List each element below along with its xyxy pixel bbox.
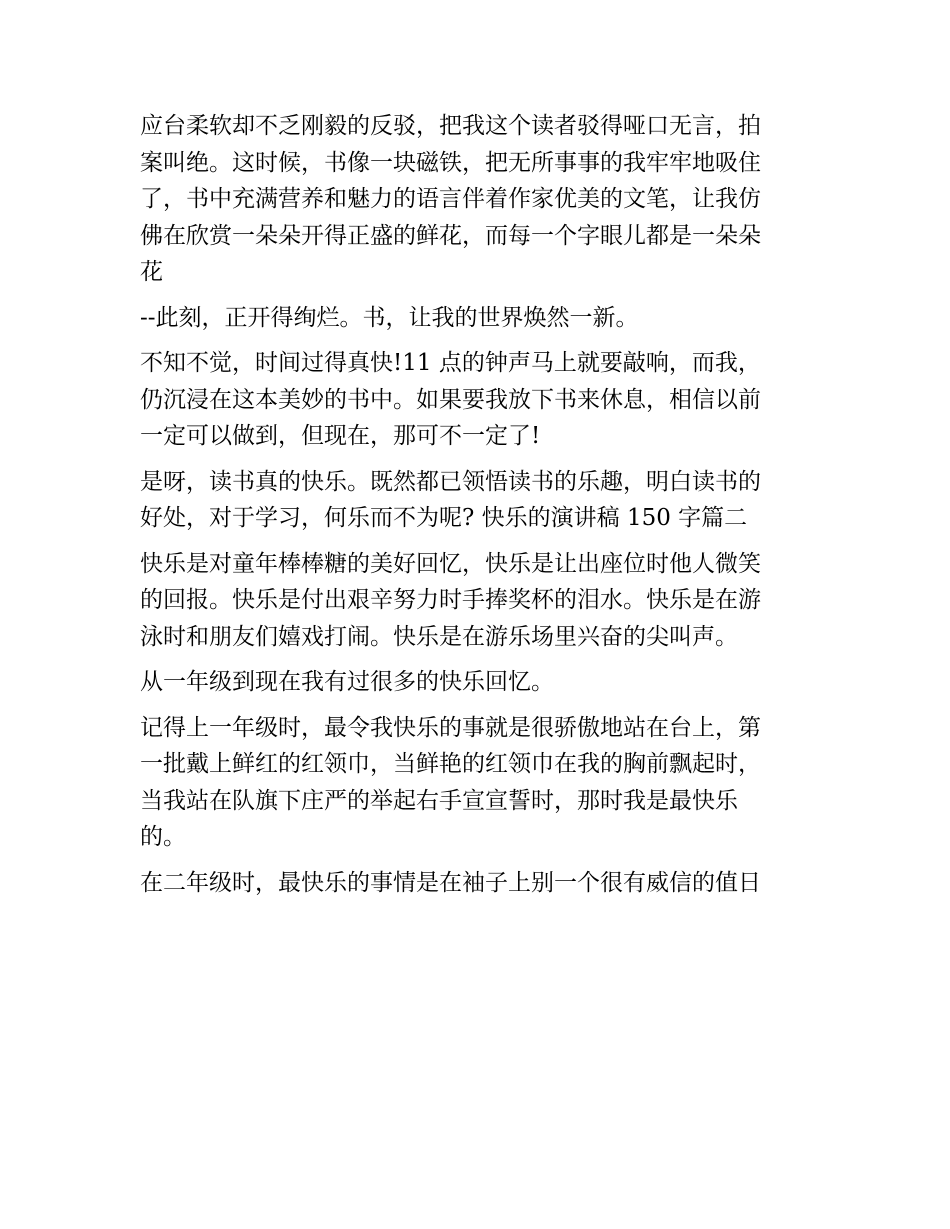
text-line: 泳时和朋友们嬉戏打闹。快乐是在游乐场里兴奋的尖叫声。 [140, 623, 738, 650]
text-line: 记得上一年级时，最令我快乐的事就是很骄傲地站在台上，第 [140, 714, 761, 741]
text-line: 一批戴上鲜红的红领巾，当鲜艳的红领巾在我的胸前飘起时， [140, 751, 761, 777]
text-line: 了，书中充满营养和魅力的语言伴着作家优美的文笔，让我仿 [140, 186, 761, 212]
text-line: 是呀，读书真的快乐。既然都已领悟读书的乐趣，明白读书的 [140, 468, 761, 495]
text-line: --此刻，正开得绚烂。书，让我的世界焕然一新。 [140, 304, 639, 331]
text-line: 一定可以做到，但现在，那可不一定了! [140, 423, 541, 449]
text-line: 好处，对于学习，何乐而不为呢? 快乐的演讲稿 150 字篇二 [140, 505, 748, 531]
text-line: 佛在欣赏一朵朵开得正盛的鲜花，而每一个字眼儿都是一朵朵 [140, 222, 761, 249]
text-line: 的回报。快乐是付出艰辛努力时手捧奖杯的泪水。快乐是在游 [140, 587, 761, 613]
paragraph-gap [140, 291, 815, 300]
text-line: 花 [140, 259, 163, 285]
paragraph-gap [140, 655, 815, 664]
paragraph-gap [140, 336, 815, 345]
text-line: 不知不觉，时间过得真快!11 点的钟声马上就要敲响，而我， [140, 350, 761, 376]
text-line: 当我站在队旗下庄严的举起右手宣宣誓时，那时我是最快乐 [140, 787, 738, 814]
paragraph-gap [140, 537, 815, 546]
document-page [140, 108, 815, 901]
paragraph-gap [140, 856, 815, 865]
text-line: 在二年级时，最快乐的事情是在袖子上别一个很有威信的值日 [140, 869, 761, 896]
text-line: 案叫绝。这时候，书像一块磁铁，把无所事事的我牢牢地吸住 [140, 149, 761, 176]
text-line: 应台柔软却不乏刚毅的反驳，把我这个读者驳得哑口无言，拍 [140, 113, 761, 139]
text-line: 从一年级到现在我有过很多的快乐回忆。 [140, 669, 554, 695]
text-line: 仍沉浸在这本美妙的书中。如果要我放下书来休息，相信以前 [140, 386, 761, 413]
text-line: 快乐是对童年棒棒糖的美好回忆，快乐是让出座位时他人微笑 [140, 550, 761, 577]
paragraph-gap [140, 701, 815, 710]
paragraph-gap [140, 455, 815, 464]
text-line: 的。 [140, 824, 186, 850]
